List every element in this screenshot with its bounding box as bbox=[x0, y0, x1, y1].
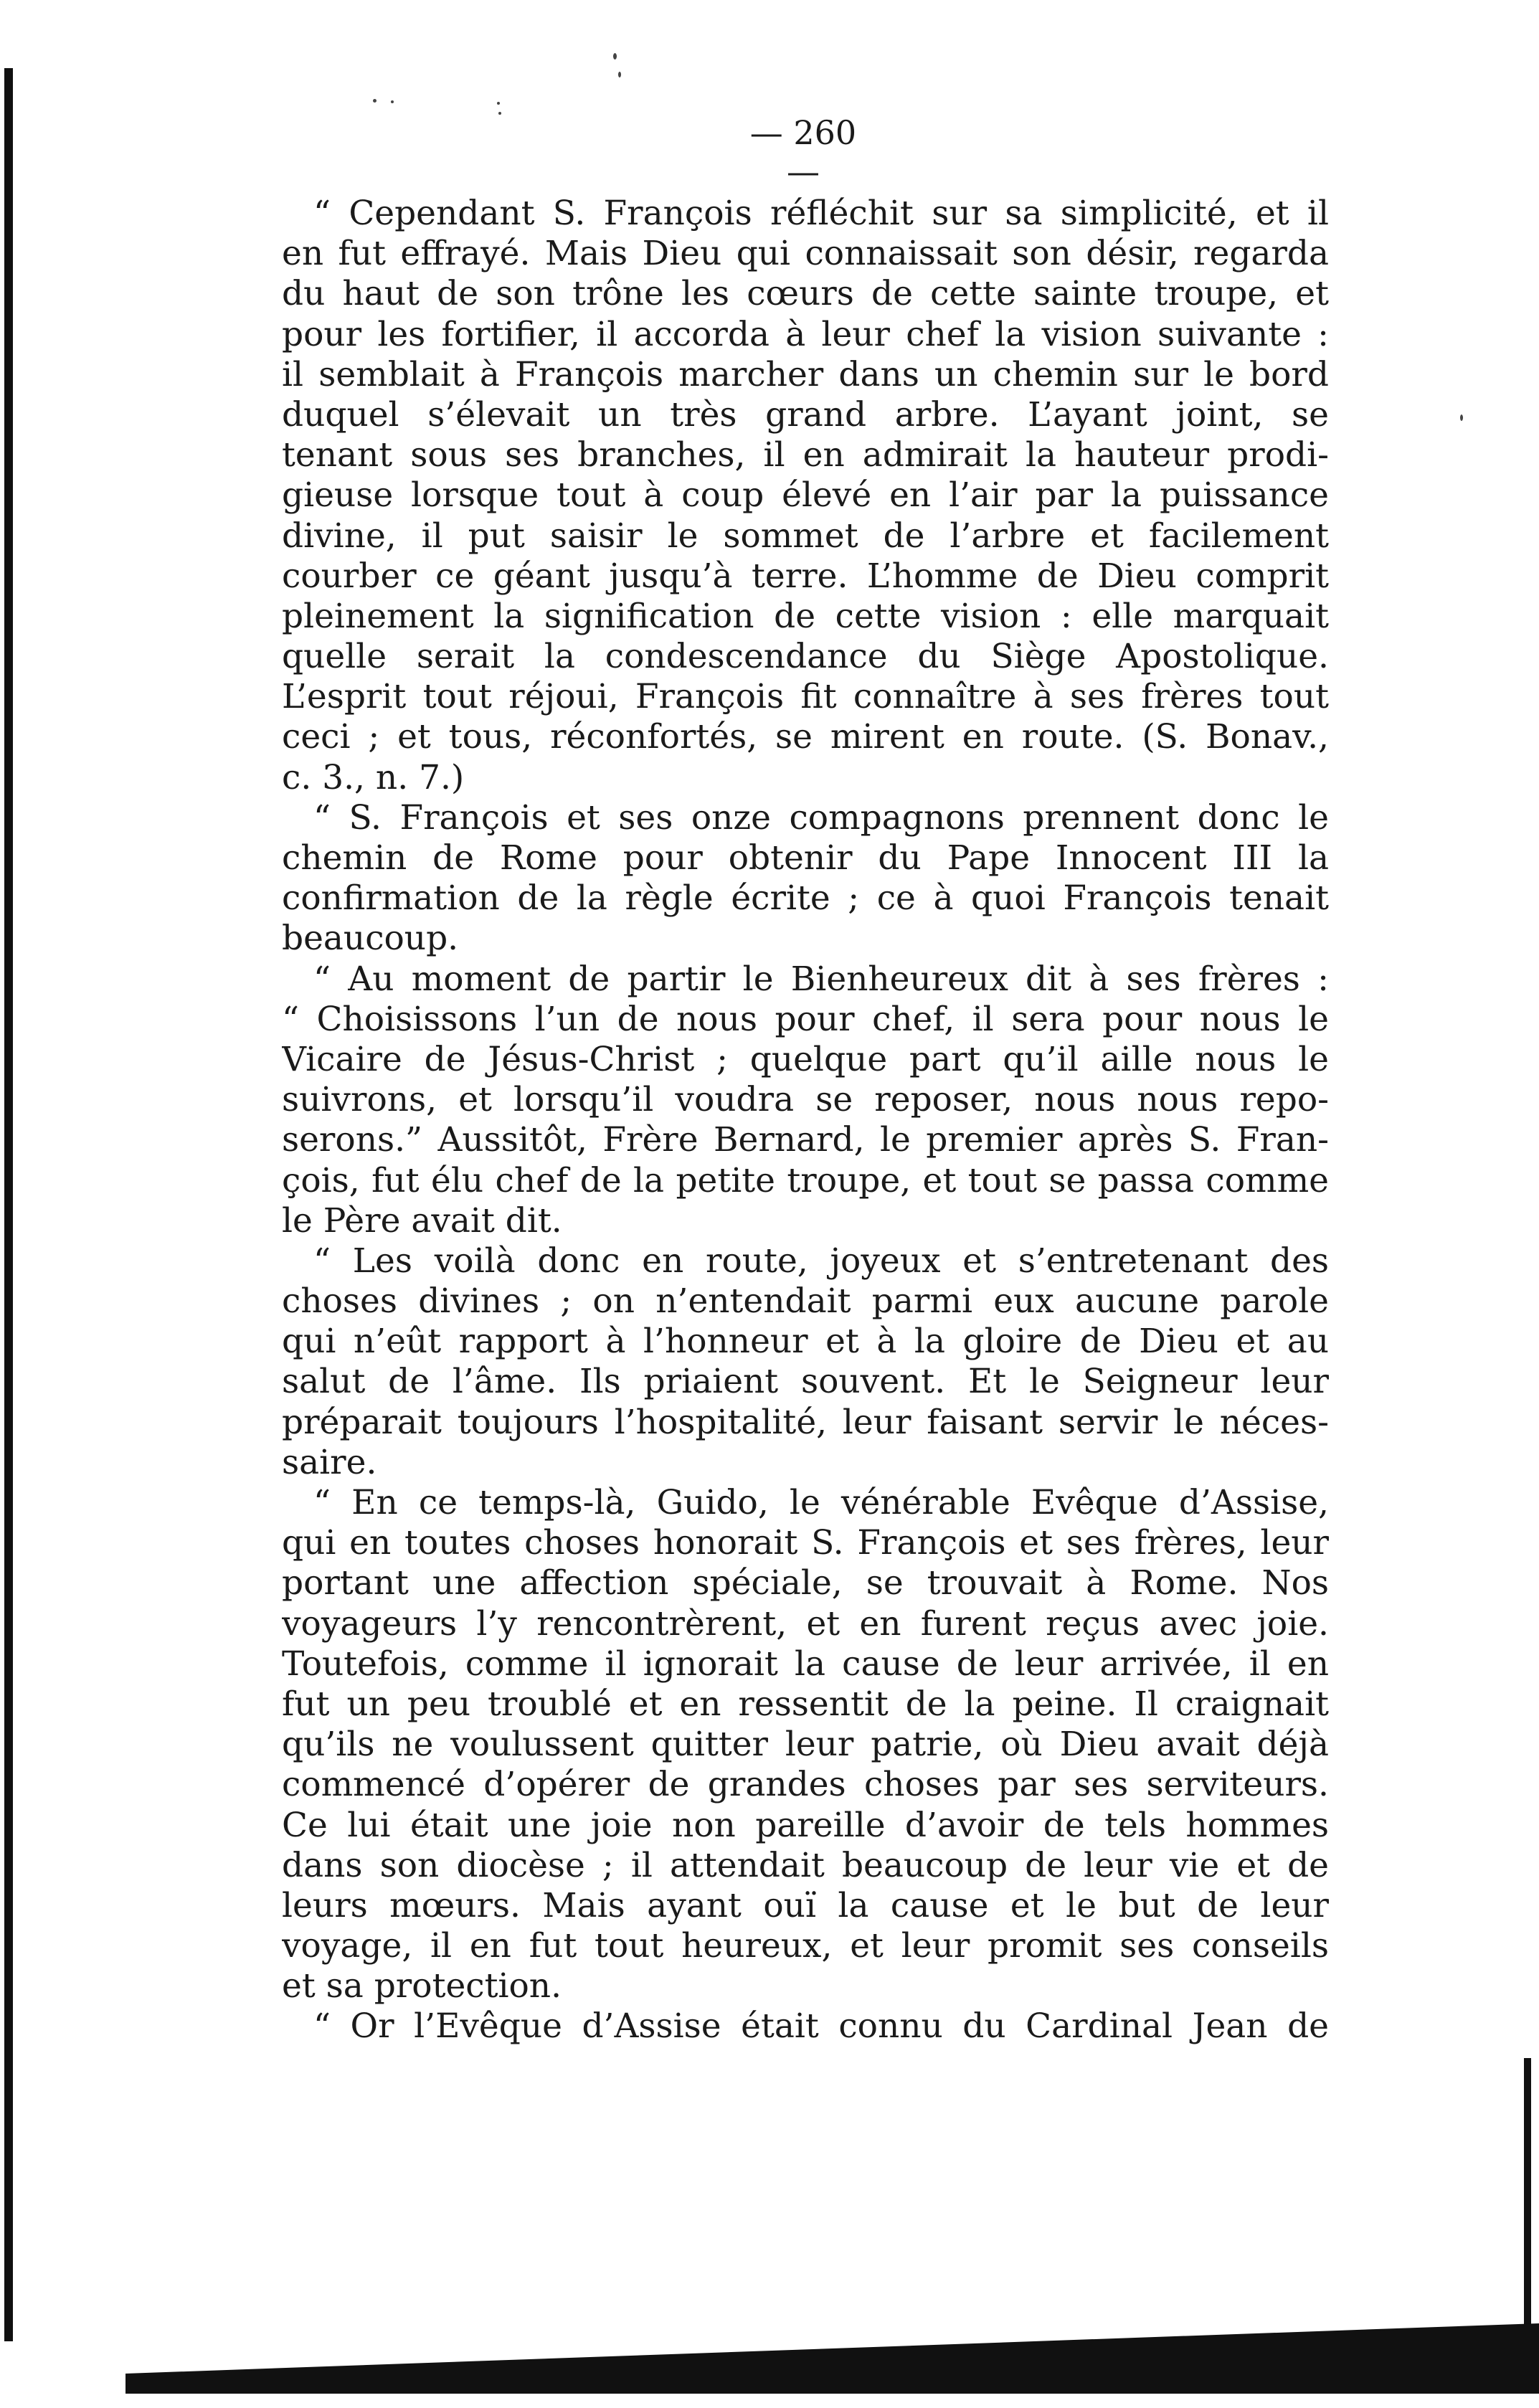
text-line: divine, il put saisir le sommet de l’arbre et facilement bbox=[282, 516, 1329, 556]
text-line: du haut de son trône les cœurs de cette sainte troupe, et bbox=[282, 274, 1329, 314]
scan-speck bbox=[613, 53, 617, 60]
text-line: pleinement la signification de cette vision : elle marquait bbox=[282, 596, 1329, 636]
text-line: leurs mœurs. Mais ayant ouï la cause et le but de leur bbox=[282, 1885, 1329, 1925]
scan-left-border bbox=[4, 68, 13, 2341]
text-line: voyageurs l’y rencontrèrent, et en furent reçus avec joie. bbox=[282, 1603, 1329, 1644]
text-line: qu’ils ne voulussent quitter leur patrie, où Dieu avait déjà bbox=[282, 1725, 1329, 1765]
text-line: commencé d’opérer de grandes choses par ses serviteurs. bbox=[282, 1765, 1329, 1805]
text-line: voyage, il en fut tout heureux, et leur promit ses conseils bbox=[282, 1926, 1329, 1966]
text-line: “ Cependant S. François réfléchit sur sa simplicité, et il bbox=[313, 194, 1329, 233]
text-line: fut un peu troublé et en ressentit de la peine. Il craignait bbox=[282, 1684, 1329, 1724]
text-line: ceci ; et tous, réconfortés, se mirent en route. (S. Bonav., bbox=[282, 717, 1329, 757]
text-line: çois, fut élu chef de la petite troupe, et tout se passa comme bbox=[282, 1160, 1329, 1200]
text-line: serons.” Aussitôt, Frère Bernard, le premier après S. Fran- bbox=[282, 1120, 1329, 1160]
text-line: “ S. François et ses onze compagnons prennent donc le bbox=[313, 797, 1329, 838]
text-line: chemin de Rome pour obtenir du Pape Innocent III la bbox=[282, 838, 1329, 878]
scan-speck bbox=[497, 102, 500, 105]
text-line: dans son diocèse ; il attendait beaucoup de leur vie et de bbox=[282, 1845, 1329, 1885]
scan-speck bbox=[618, 72, 621, 77]
text-line: “ Choisissons l’un de nous pour chef, il sera pour nous le bbox=[282, 999, 1329, 1039]
scan-right-border bbox=[1524, 2058, 1531, 2331]
text-line: portant une affection spéciale, se trouvait à Rome. Nos bbox=[282, 1563, 1329, 1603]
scan-speck bbox=[1460, 414, 1463, 421]
text-line: pour les fortifier, il accorda à leur chef la vision suivante : bbox=[282, 314, 1329, 354]
text-line: L’esprit tout réjoui, François fit connaître à ses frères tout bbox=[282, 677, 1329, 717]
text-line: choses divines ; on n’entendait parmi eux aucune parole bbox=[282, 1281, 1329, 1322]
scan-speck bbox=[373, 99, 377, 103]
text-line: duquel s’élevait un très grand arbre. L’ayant joint, se bbox=[282, 394, 1329, 435]
text-line: “ En ce temps-là, Guido, le vénérable Evêque d’Assise, bbox=[313, 1483, 1329, 1522]
scan-speck bbox=[498, 112, 501, 115]
text-line: Toutefois, comme il ignorait la cause de leur arrivée, il en bbox=[282, 1644, 1329, 1684]
text-line: Vicaire de Jésus-Christ ; quelque part qu’il aille nous le bbox=[282, 1039, 1329, 1079]
text-line: saire. bbox=[282, 1442, 377, 1482]
text-line: il semblait à François marcher dans un chemin sur le bord bbox=[282, 354, 1329, 394]
text-line: c. 3., n. 7.) bbox=[282, 757, 465, 797]
text-line: “ Au moment de partir le Bienheureux dit à ses frères : bbox=[313, 959, 1329, 999]
text-line: suivrons, et lorsqu’il voudra se reposer, nous nous repo- bbox=[282, 1080, 1329, 1120]
text-line: “ Les voilà donc en route, joyeux et s’entretenant des bbox=[313, 1241, 1329, 1281]
text-line: préparait toujours l’hospitalité, leur faisant servir le néces- bbox=[282, 1402, 1329, 1442]
text-line: le Père avait dit. bbox=[282, 1200, 562, 1241]
text-line: confirmation de la règle écrite ; ce à quoi François tenait bbox=[282, 878, 1329, 919]
text-line: en fut effrayé. Mais Dieu qui connaissait son désir, regarda bbox=[282, 234, 1329, 274]
text-line: quelle serait la condescendance du Siège Apostolique. bbox=[282, 637, 1329, 677]
scan-bottom-border bbox=[126, 2322, 1539, 2394]
text-line: Ce lui était une joie non pareille d’avoir de tels hommes bbox=[282, 1805, 1329, 1845]
page-number: — 260 — bbox=[749, 113, 857, 191]
text-line: courber ce géant jusqu’à terre. L’homme de Dieu comprit bbox=[282, 556, 1329, 596]
text-line: gieuse lorsque tout à coup élevé en l’air par la puissance bbox=[282, 475, 1329, 516]
text-line: qui en toutes choses honorait S. François et ses frères, leur bbox=[282, 1523, 1329, 1563]
scan-speck bbox=[391, 100, 394, 103]
text-line: tenant sous ses branches, il en admirait la hauteur prodi- bbox=[282, 435, 1329, 475]
body-text bbox=[282, 194, 1329, 2047]
text-line: et sa protection. bbox=[282, 1966, 562, 2006]
text-line: “ Or l’Evêque d’Assise était connu du Cardinal Jean de bbox=[313, 2006, 1329, 2047]
text-line: qui n’eût rapport à l’honneur et à la gloire de Dieu et au bbox=[282, 1322, 1329, 1362]
text-line: beaucoup. bbox=[282, 919, 459, 959]
text-line: salut de l’âme. Ils priaient souvent. Et le Seigneur leur bbox=[282, 1362, 1329, 1402]
